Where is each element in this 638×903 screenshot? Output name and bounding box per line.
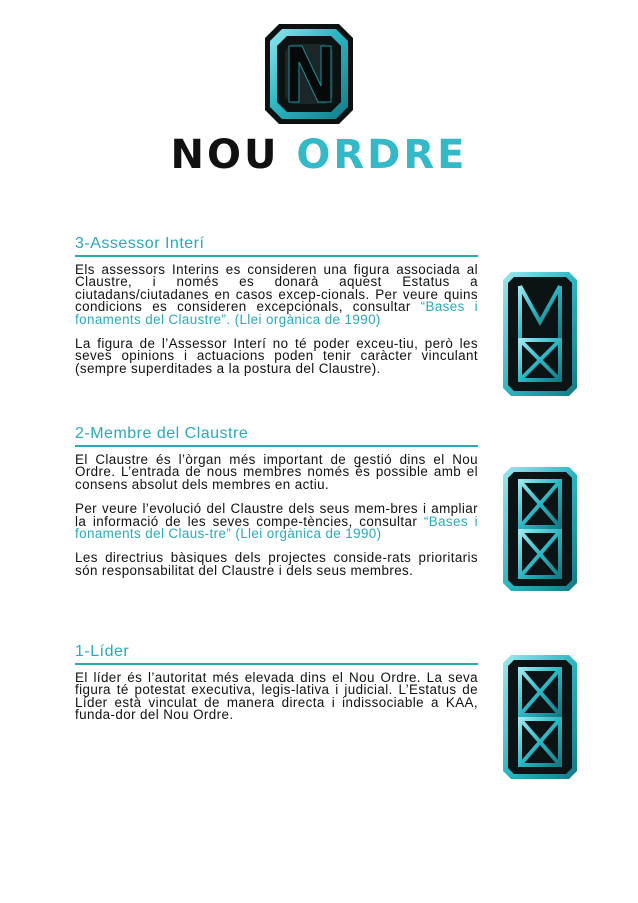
brand-word-nou: NOU bbox=[170, 132, 280, 178]
section-lider bbox=[75, 643, 478, 734]
section-paragraph bbox=[75, 264, 478, 326]
brand-word-ordre: ORDRE bbox=[296, 132, 468, 178]
paragraph-text: El Claustre és l’òrgan més important de gestió dins el Nou Ordre. L’entrada de nous membres només és possible amb el consens absolut dels membres en actiu. bbox=[75, 452, 478, 492]
section-title: 1-Líder bbox=[75, 643, 478, 665]
section-paragraph bbox=[75, 338, 478, 375]
rank-membre-icon bbox=[503, 467, 577, 591]
section-paragraph bbox=[75, 503, 478, 540]
reference-link-text: “Bases i fonaments del Claus-tre” (Llei orgànica de 1990) bbox=[75, 513, 478, 542]
section-title: 2-Membre del Claustre bbox=[75, 425, 478, 447]
section-paragraph bbox=[75, 454, 478, 491]
brand-wordmark bbox=[0, 131, 638, 179]
paragraph-text: Els assessors Interins es consideren una figura associada al Claustre, i només es donarà aquest Estatus a ciutadans/ciutadanes en casos excep-cionals. Per veure quins condicions es consideren excepcionals, consultar bbox=[75, 262, 478, 315]
paragraph-text: Per veure l’evolució del Claustre dels seus mem-bres i ampliar la informació de les seves compe-tències, consultar bbox=[75, 501, 478, 529]
rank-lider-icon bbox=[503, 655, 577, 779]
paragraph-text: La figura de l’Assessor Interí no té poder exceu-tiu, però les seves opinions i actuacions poden tenir caràcter vinculant (sempre superditades a la postura del Claustre). bbox=[75, 336, 478, 376]
section-paragraph bbox=[75, 672, 478, 722]
section-paragraph bbox=[75, 552, 478, 577]
rank-assessor-icon bbox=[503, 272, 577, 396]
paragraph-text: El líder és l’autoritat més elevada dins el Nou Ordre. La seva figura té potestat executiva, legis-lativa i judicial. L’Estatus de Líder està vinculat de manera directa i indissociable a KAA, funda-dor del Nou Ordre. bbox=[75, 670, 478, 723]
nou-ordre-logo-icon bbox=[265, 24, 353, 124]
section-title: 3-Assessor Interí bbox=[75, 235, 478, 257]
section-assessor-interi bbox=[75, 235, 478, 387]
section-membre-claustre bbox=[75, 425, 478, 589]
reference-link-text: “Bases i fonaments del Claustre”. (Llei orgànica de 1990) bbox=[75, 299, 479, 327]
paragraph-text: Les directrius bàsiques dels projectes conside-rats prioritaris són responsabilitat del Claustre i dels seus membres. bbox=[75, 550, 478, 578]
